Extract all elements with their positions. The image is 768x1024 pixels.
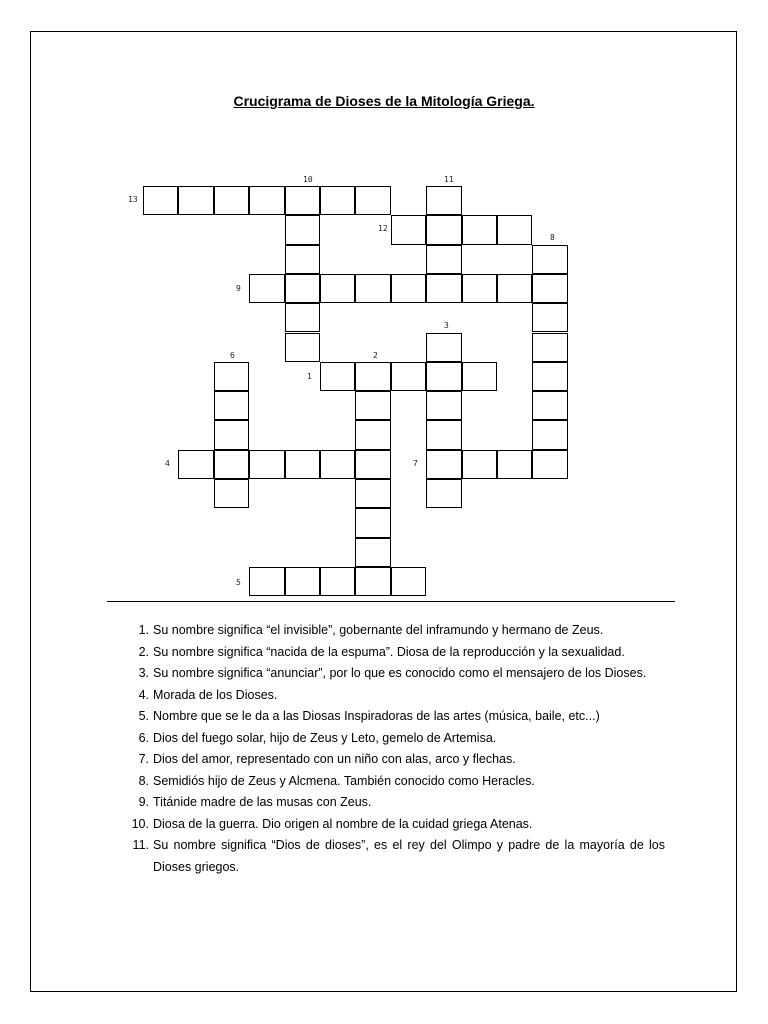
crossword-cell[interactable] [249,186,284,215]
crossword-cell[interactable] [532,274,567,303]
crossword-cell[interactable] [285,215,320,244]
crossword-cell[interactable] [426,274,461,303]
clue-text: Su nombre significa “Dios de dioses”, es el rey del Olimpo y padre de la mayoría de los Dioses griegos. [153,838,665,874]
clue-text: Su nombre significa “nacida de la espuma”. Diosa de la reproducción y la sexualidad. [153,644,625,659]
crossword-cell[interactable] [178,186,213,215]
crossword-cell[interactable] [355,567,390,596]
clue-number: 8. [138,773,149,788]
clue-number-label: 13 [128,195,138,204]
crossword-cell[interactable] [426,186,461,215]
crossword-cell[interactable] [214,391,249,420]
clue-item [125,835,665,878]
crossword-cell[interactable] [320,450,355,479]
crossword-cell[interactable] [285,450,320,479]
clue-number-label: 1 [307,372,312,381]
crossword-cell[interactable] [285,245,320,274]
clue-number-label: 5 [236,578,241,587]
crossword-cell[interactable] [355,420,390,449]
crossword-cell[interactable] [320,274,355,303]
clue-text: Su nombre significa “anunciar”, por lo que es conocido como el mensajero de los Dioses. [153,666,647,680]
clue-number: 2. [138,644,149,659]
clue-number-label: 2 [373,351,378,360]
clue-number-label: 7 [413,459,418,468]
crossword-cell[interactable] [426,391,461,420]
crossword-cell[interactable] [285,274,320,303]
crossword-cell[interactable] [355,538,390,567]
clue-number-label: 4 [165,459,170,468]
crossword-cell[interactable] [355,274,390,303]
clue-item [125,685,665,707]
clue-number-label: 6 [230,351,235,360]
clue-text: Su nombre significa “el invisible”, gobernante del inframundo y hermano de Zeus. [153,623,604,637]
crossword-cell[interactable] [320,362,355,391]
crossword-cell[interactable] [285,303,320,332]
crossword-cell[interactable] [285,186,320,215]
clue-number: 3. [138,666,149,680]
crossword-cell[interactable] [355,391,390,420]
crossword-cell[interactable] [391,567,426,596]
crossword-cell[interactable] [532,391,567,420]
crossword-cell[interactable] [355,479,390,508]
clue-text: Dios del fuego solar, hijo de Zeus y Leto, gemelo de Artemisa. [153,730,497,745]
clue-item [125,728,665,750]
clue-number-label: 10 [303,175,313,184]
crossword-cell[interactable] [462,362,497,391]
clue-item [125,663,665,685]
crossword-cell[interactable] [391,274,426,303]
crossword-cell[interactable] [214,479,249,508]
crossword-cell[interactable] [497,215,532,244]
clue-number: 1. [138,623,149,637]
clue-text: Diosa de la guerra. Dio origen al nombre de la cuidad griega Atenas. [153,816,533,831]
clue-number-label: 8 [550,233,555,242]
crossword-cell[interactable] [462,215,497,244]
clue-item [125,749,665,771]
clue-item [125,620,665,642]
divider-line [107,601,675,602]
crossword-cell[interactable] [143,186,178,215]
crossword-cell[interactable] [355,362,390,391]
crossword-cell[interactable] [426,450,461,479]
crossword-cell[interactable] [391,362,426,391]
clue-item [125,642,665,664]
crossword-cell[interactable] [320,186,355,215]
crossword-cell[interactable] [249,567,284,596]
crossword-cell[interactable] [462,274,497,303]
clue-number: 4. [138,687,149,702]
crossword-cell[interactable] [426,333,461,362]
clue-item [125,792,665,814]
crossword-cell[interactable] [532,303,567,332]
clue-item [125,814,665,836]
crossword-cell[interactable] [214,186,249,215]
clue-number-label: 12 [378,224,388,233]
crossword-cell[interactable] [214,420,249,449]
clue-number-label: 9 [236,284,241,293]
crossword-cell[interactable] [426,362,461,391]
clue-number: 11. [132,838,149,852]
clue-number: 10. [131,816,149,831]
crossword-cell[interactable] [532,420,567,449]
crossword-cell[interactable] [532,362,567,391]
document-title: Crucigrama de Dioses de la Mitología Griega. [233,93,535,109]
clue-text: Titánide madre de las musas con Zeus. [153,795,372,809]
crossword-cell[interactable] [426,479,461,508]
crossword-cell[interactable] [462,450,497,479]
clue-list [125,620,665,878]
clue-number: 5. [138,709,149,723]
crossword-cell[interactable] [355,186,390,215]
clue-number: 6. [138,730,149,745]
crossword-cell[interactable] [214,362,249,391]
crossword-cell[interactable] [532,333,567,362]
crossword-cell[interactable] [497,450,532,479]
clue-text: Semidiós hijo de Zeus y Alcmena. También conocido como Heracles. [153,773,535,788]
crossword-cell[interactable] [426,245,461,274]
crossword-cell[interactable] [355,450,390,479]
crossword-cell[interactable] [285,333,320,362]
crossword-cell[interactable] [355,508,390,537]
crossword-cell[interactable] [214,450,249,479]
clue-item [125,771,665,793]
crossword-cell[interactable] [532,245,567,274]
crossword-cell[interactable] [497,274,532,303]
crossword-cell[interactable] [532,450,567,479]
crossword-cell[interactable] [285,567,320,596]
clue-number-label: 11 [444,175,454,184]
clue-number-label: 3 [444,321,449,330]
clue-number: 7. [138,752,149,766]
clue-text: Morada de los Dioses. [153,687,278,702]
crossword-cell[interactable] [320,567,355,596]
clue-item [125,706,665,728]
clue-number: 9. [138,795,149,809]
clue-text: Nombre que se le da a las Diosas Inspiradoras de las artes (música, baile, etc...) [153,709,600,723]
crossword-cell[interactable] [249,450,284,479]
crossword-cell[interactable] [426,420,461,449]
crossword-cell[interactable] [391,215,426,244]
crossword-cell[interactable] [178,450,213,479]
crossword-cell[interactable] [426,215,461,244]
crossword-cell[interactable] [249,274,284,303]
clue-text: Dios del amor, representado con un niño con alas, arco y flechas. [153,752,516,766]
